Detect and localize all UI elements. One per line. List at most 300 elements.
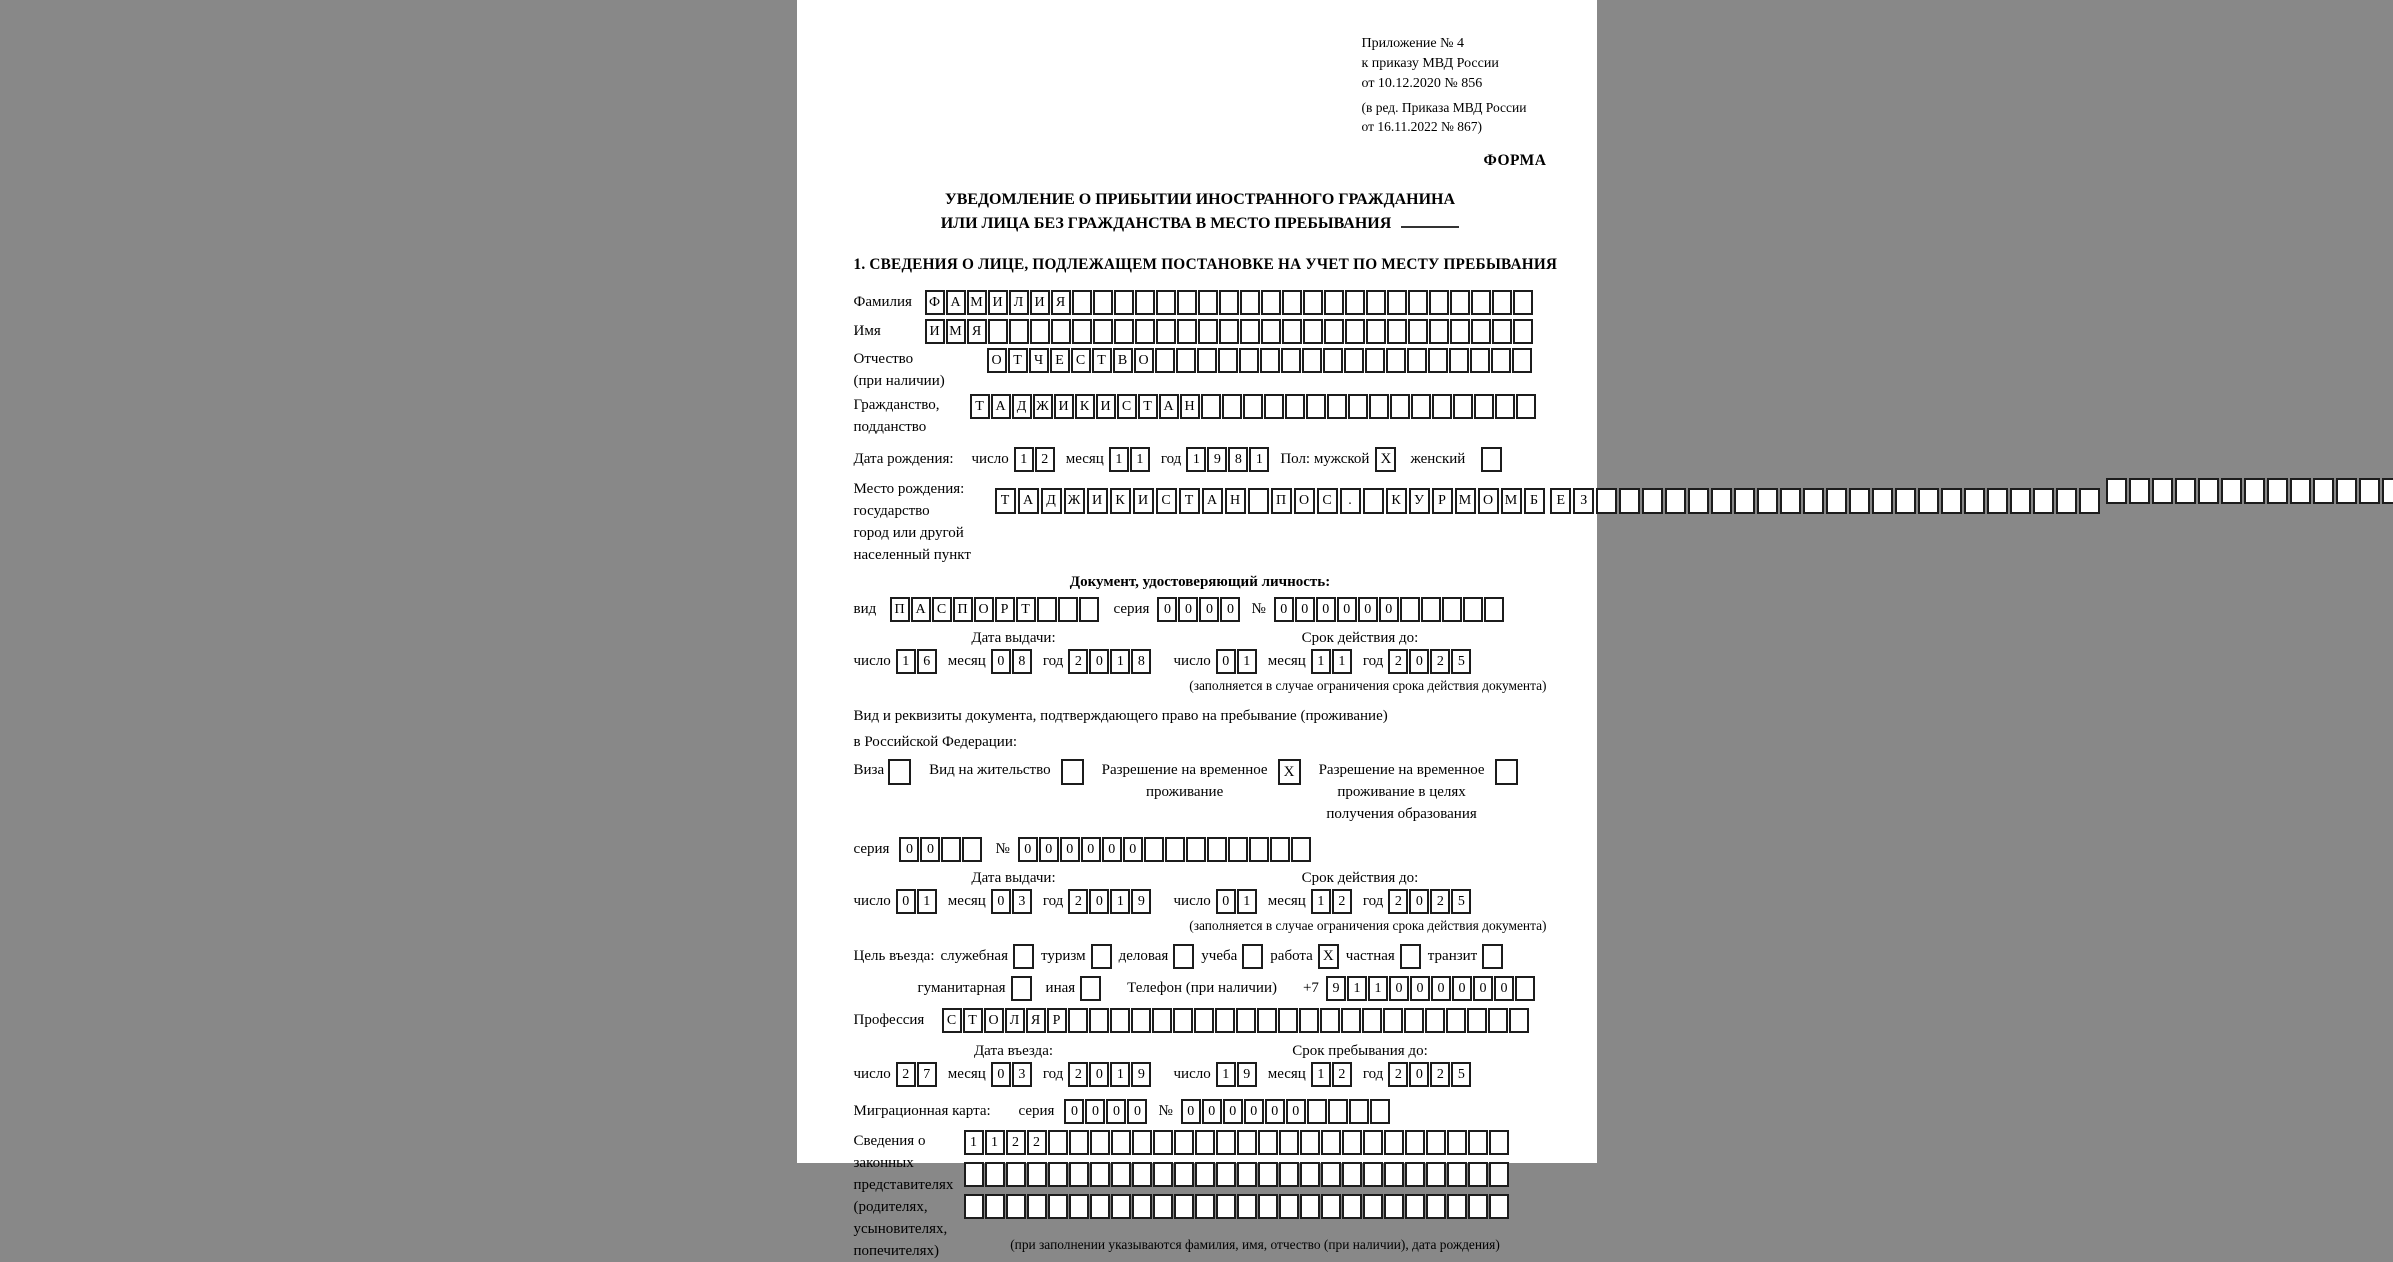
char-box[interactable]: 0 [1473,976,1493,1001]
char-box[interactable] [1342,1194,1362,1219]
char-box[interactable] [1300,1194,1320,1219]
char-box[interactable] [1258,1130,1278,1155]
purpose-study-checkbox[interactable] [1242,944,1263,969]
char-box[interactable] [941,837,961,862]
char-box[interactable]: С [1071,348,1091,373]
char-box[interactable] [1425,1008,1445,1033]
char-box[interactable] [1072,290,1092,315]
char-box[interactable] [1279,1162,1299,1187]
char-box[interactable] [1344,348,1364,373]
char-box[interactable] [1281,348,1301,373]
char-box[interactable]: 5 [1451,889,1471,914]
char-box[interactable] [1219,290,1239,315]
char-box[interactable]: М [1455,488,1476,514]
char-box[interactable] [1513,290,1533,315]
char-box[interactable]: 0 [1379,597,1399,622]
temp-residence-education-checkbox[interactable] [1495,759,1518,785]
char-box[interactable] [1370,1099,1390,1124]
char-box[interactable]: П [1271,488,1292,514]
char-box[interactable] [1027,1194,1047,1219]
char-box[interactable]: 9 [1326,976,1346,1001]
char-box[interactable] [1484,597,1504,622]
char-box[interactable]: 0 [1452,976,1472,1001]
char-box[interactable] [1090,1194,1110,1219]
char-box[interactable] [1051,319,1071,344]
char-box[interactable]: Ж [1033,394,1053,419]
char-box[interactable]: Ж [1064,488,1085,514]
char-box[interactable]: 1 [1014,447,1034,472]
char-box[interactable]: 1 [1368,976,1388,1001]
char-box[interactable]: 1 [896,649,916,674]
char-box[interactable]: А [1018,488,1039,514]
char-box[interactable] [2336,478,2357,504]
char-box[interactable]: 0 [1157,597,1177,622]
char-box[interactable] [1174,1194,1194,1219]
char-box[interactable] [1132,1130,1152,1155]
char-box[interactable]: 0 [1102,837,1122,862]
char-box[interactable]: 8 [1131,649,1151,674]
char-box[interactable]: Т [1138,394,1158,419]
char-box[interactable] [1734,488,1755,514]
char-box[interactable] [1240,319,1260,344]
char-box[interactable]: Т [1016,597,1036,622]
visa-checkbox[interactable] [888,759,911,785]
char-box[interactable]: 0 [1389,976,1409,1001]
char-box[interactable]: О [974,597,994,622]
purpose-tourism-checkbox[interactable] [1091,944,1112,969]
char-box[interactable] [1037,597,1057,622]
char-box[interactable] [1711,488,1732,514]
char-box[interactable] [1390,394,1410,419]
char-box[interactable] [1153,1194,1173,1219]
char-box[interactable] [1453,394,1473,419]
char-box[interactable] [1306,394,1326,419]
char-box[interactable] [1366,319,1386,344]
char-box[interactable]: 0 [1202,1099,1222,1124]
char-box[interactable]: И [1087,488,1108,514]
char-box[interactable] [1449,348,1469,373]
char-box[interactable] [1260,348,1280,373]
purpose-business-checkbox[interactable] [1173,944,1194,969]
char-box[interactable]: Т [1092,348,1112,373]
char-box[interactable] [1153,1130,1173,1155]
char-box[interactable]: И [1030,290,1050,315]
char-box[interactable] [1216,1162,1236,1187]
char-box[interactable] [1135,290,1155,315]
char-box[interactable] [1058,597,1078,622]
char-box[interactable] [1327,394,1347,419]
char-box[interactable]: И [925,319,945,344]
char-box[interactable] [1404,1008,1424,1033]
char-box[interactable]: 0 [1337,597,1357,622]
char-box[interactable]: 3 [1012,1062,1032,1087]
char-box[interactable] [1405,1130,1425,1155]
char-box[interactable]: А [1159,394,1179,419]
char-box[interactable] [1362,1008,1382,1033]
char-box[interactable] [2290,478,2311,504]
purpose-work-checkbox[interactable]: X [1318,944,1339,969]
char-box[interactable] [985,1194,1005,1219]
char-box[interactable]: 0 [1265,1099,1285,1124]
char-box[interactable]: 0 [1089,889,1109,914]
char-box[interactable] [1324,319,1344,344]
char-box[interactable]: 0 [1409,889,1429,914]
char-box[interactable] [1363,1194,1383,1219]
char-box[interactable]: 2 [1430,649,1450,674]
char-box[interactable] [1152,1008,1172,1033]
purpose-humanitarian-checkbox[interactable] [1011,976,1032,1001]
char-box[interactable]: 0 [1216,649,1236,674]
char-box[interactable]: Р [1047,1008,1067,1033]
char-box[interactable]: 0 [1106,1099,1126,1124]
char-box[interactable] [1239,348,1259,373]
char-box[interactable] [1153,1162,1173,1187]
char-box[interactable]: 9 [1207,447,1227,472]
char-box[interactable] [1513,319,1533,344]
char-box[interactable] [1405,1194,1425,1219]
char-box[interactable] [1408,290,1428,315]
char-box[interactable] [1300,1162,1320,1187]
char-box[interactable]: Т [1008,348,1028,373]
char-box[interactable]: С [1317,488,1338,514]
char-box[interactable] [1516,394,1536,419]
char-box[interactable] [1321,1162,1341,1187]
char-box[interactable] [1114,290,1134,315]
char-box[interactable] [1619,488,1640,514]
char-box[interactable] [1027,1162,1047,1187]
char-box[interactable]: 0 [1178,597,1198,622]
char-box[interactable]: 0 [1123,837,1143,862]
char-box[interactable] [2382,478,2393,504]
char-box[interactable] [1509,1008,1529,1033]
char-box[interactable]: 9 [1131,889,1151,914]
char-box[interactable]: Р [995,597,1015,622]
char-box[interactable] [1257,1008,1277,1033]
char-box[interactable] [1468,1162,1488,1187]
char-box[interactable] [1291,837,1311,862]
char-box[interactable] [1237,1194,1257,1219]
char-box[interactable] [1079,597,1099,622]
char-box[interactable] [1489,1130,1509,1155]
char-box[interactable] [1450,290,1470,315]
char-box[interactable]: Л [1009,290,1029,315]
char-box[interactable] [1111,1162,1131,1187]
char-box[interactable]: 7 [917,1062,937,1087]
char-box[interactable] [1426,1162,1446,1187]
char-box[interactable] [1090,1162,1110,1187]
char-box[interactable]: А [1202,488,1223,514]
char-box[interactable] [1240,290,1260,315]
char-box[interactable] [1302,348,1322,373]
char-box[interactable]: 0 [1220,597,1240,622]
char-box[interactable] [1132,1194,1152,1219]
char-box[interactable] [1363,488,1384,514]
char-box[interactable] [1321,1130,1341,1155]
char-box[interactable] [2221,478,2242,504]
char-box[interactable] [1341,1008,1361,1033]
char-box[interactable] [2313,478,2334,504]
char-box[interactable] [1780,488,1801,514]
char-box[interactable]: 2 [1430,1062,1450,1087]
char-box[interactable]: 0 [1018,837,1038,862]
char-box[interactable] [1408,319,1428,344]
purpose-transit-checkbox[interactable] [1482,944,1503,969]
char-box[interactable] [1144,837,1164,862]
char-box[interactable] [1383,1008,1403,1033]
char-box[interactable]: 0 [1295,597,1315,622]
char-box[interactable] [1964,488,1985,514]
char-box[interactable]: О [1134,348,1154,373]
char-box[interactable] [1278,1008,1298,1033]
char-box[interactable]: М [1501,488,1522,514]
char-box[interactable] [1321,1194,1341,1219]
char-box[interactable] [1320,1008,1340,1033]
char-box[interactable] [1446,1008,1466,1033]
char-box[interactable]: 5 [1451,649,1471,674]
char-box[interactable] [1328,1099,1348,1124]
char-box[interactable] [1219,319,1239,344]
char-box[interactable] [1195,1130,1215,1155]
char-box[interactable] [1198,290,1218,315]
char-box[interactable]: 1 [1347,976,1367,1001]
char-box[interactable]: Ч [1029,348,1049,373]
char-box[interactable] [1515,976,1535,1001]
char-box[interactable] [1987,488,2008,514]
char-box[interactable] [1132,1162,1152,1187]
char-box[interactable]: 0 [1216,889,1236,914]
char-box[interactable]: 6 [917,649,937,674]
char-box[interactable] [1471,290,1491,315]
char-box[interactable] [2010,488,2031,514]
char-box[interactable] [1342,1130,1362,1155]
char-box[interactable]: 2 [1068,889,1088,914]
temp-residence-checkbox[interactable]: X [1278,759,1301,785]
char-box[interactable]: 2 [1027,1130,1047,1155]
char-box[interactable] [1941,488,1962,514]
char-box[interactable]: 9 [1131,1062,1151,1087]
char-box[interactable] [1216,1130,1236,1155]
char-box[interactable] [1069,1194,1089,1219]
char-box[interactable] [1426,1130,1446,1155]
char-box[interactable]: Т [995,488,1016,514]
char-box[interactable] [1090,1130,1110,1155]
char-box[interactable]: 0 [1358,597,1378,622]
char-box[interactable] [1489,1162,1509,1187]
char-box[interactable] [1463,597,1483,622]
char-box[interactable] [1186,837,1206,862]
char-box[interactable]: И [988,290,1008,315]
char-box[interactable] [1387,319,1407,344]
char-box[interactable] [1384,1194,1404,1219]
char-box[interactable]: 2 [1388,1062,1408,1087]
char-box[interactable]: 1 [1237,649,1257,674]
char-box[interactable] [1323,348,1343,373]
char-box[interactable]: 2 [896,1062,916,1087]
char-box[interactable] [1384,1130,1404,1155]
char-box[interactable]: У [1409,488,1430,514]
char-box[interactable] [1307,1099,1327,1124]
char-box[interactable] [2033,488,2054,514]
char-box[interactable]: С [1156,488,1177,514]
char-box[interactable]: О [1478,488,1499,514]
char-box[interactable]: 1 [1109,447,1129,472]
char-box[interactable] [1303,290,1323,315]
char-box[interactable]: 0 [1081,837,1101,862]
char-box[interactable] [1512,348,1532,373]
char-box[interactable] [1237,1162,1257,1187]
char-box[interactable] [1279,1194,1299,1219]
char-box[interactable] [1237,1130,1257,1155]
char-box[interactable] [1826,488,1847,514]
char-box[interactable] [1156,290,1176,315]
char-box[interactable]: 0 [1060,837,1080,862]
char-box[interactable] [1228,837,1248,862]
char-box[interactable] [1131,1008,1151,1033]
char-box[interactable]: 0 [896,889,916,914]
char-box[interactable]: 2 [1332,889,1352,914]
char-box[interactable]: П [953,597,973,622]
char-box[interactable] [1471,319,1491,344]
char-box[interactable] [1757,488,1778,514]
char-box[interactable]: З [1573,488,1594,514]
char-box[interactable]: 8 [1228,447,1248,472]
char-box[interactable]: Л [1005,1008,1025,1033]
char-box[interactable]: 2 [1006,1130,1026,1155]
char-box[interactable] [2152,478,2173,504]
char-box[interactable] [1467,1008,1487,1033]
char-box[interactable] [1386,348,1406,373]
char-box[interactable] [1261,319,1281,344]
char-box[interactable] [1282,290,1302,315]
char-box[interactable] [1197,348,1217,373]
char-box[interactable] [1155,348,1175,373]
char-box[interactable]: 3 [1012,889,1032,914]
char-box[interactable] [1093,290,1113,315]
sex-female-checkbox[interactable] [1481,447,1502,472]
char-box[interactable]: 0 [1127,1099,1147,1124]
char-box[interactable]: Е [1550,488,1571,514]
char-box[interactable]: 0 [1199,597,1219,622]
char-box[interactable]: 0 [920,837,940,862]
char-box[interactable]: М [946,319,966,344]
char-box[interactable] [1195,1194,1215,1219]
char-box[interactable]: 1 [917,889,937,914]
char-box[interactable] [1492,319,1512,344]
char-box[interactable] [2175,478,2196,504]
char-box[interactable] [1069,1130,1089,1155]
char-box[interactable]: 1 [1311,649,1331,674]
char-box[interactable]: Д [1041,488,1062,514]
char-box[interactable]: 1 [1237,889,1257,914]
char-box[interactable] [1363,1130,1383,1155]
char-box[interactable]: 2 [1430,889,1450,914]
char-box[interactable] [2198,478,2219,504]
char-box[interactable] [1243,394,1263,419]
char-box[interactable] [1207,837,1227,862]
char-box[interactable] [1447,1194,1467,1219]
char-box[interactable]: 1 [1249,447,1269,472]
char-box[interactable] [1468,1194,1488,1219]
char-box[interactable] [1282,319,1302,344]
char-box[interactable]: М [967,290,987,315]
char-box[interactable]: 1 [1216,1062,1236,1087]
char-box[interactable] [1342,1162,1362,1187]
char-box[interactable]: 1 [1110,649,1130,674]
char-box[interactable]: К [1386,488,1407,514]
char-box[interactable] [1048,1162,1068,1187]
char-box[interactable]: 0 [1064,1099,1084,1124]
char-box[interactable]: 0 [1223,1099,1243,1124]
char-box[interactable] [964,1162,984,1187]
char-box[interactable] [962,837,982,862]
sex-male-checkbox[interactable]: X [1375,447,1396,472]
char-box[interactable]: 1 [985,1130,1005,1155]
char-box[interactable] [1447,1130,1467,1155]
char-box[interactable]: И [1054,394,1074,419]
char-box[interactable]: 1 [1311,1062,1331,1087]
char-box[interactable]: А [911,597,931,622]
char-box[interactable]: К [1075,394,1095,419]
char-box[interactable] [2359,478,2380,504]
char-box[interactable]: 1 [964,1130,984,1155]
char-box[interactable] [1384,1162,1404,1187]
char-box[interactable]: 0 [1409,649,1429,674]
char-box[interactable] [1803,488,1824,514]
char-box[interactable]: 2 [1068,649,1088,674]
char-box[interactable] [2079,488,2100,514]
char-box[interactable]: 0 [1085,1099,1105,1124]
char-box[interactable] [1009,319,1029,344]
char-box[interactable] [1491,348,1511,373]
char-box[interactable] [1348,394,1368,419]
char-box[interactable]: 0 [1244,1099,1264,1124]
char-box[interactable] [1488,1008,1508,1033]
char-box[interactable] [1492,290,1512,315]
char-box[interactable] [1299,1008,1319,1033]
char-box[interactable] [1300,1130,1320,1155]
char-box[interactable] [1216,1194,1236,1219]
char-box[interactable] [1194,1008,1214,1033]
char-box[interactable] [1324,290,1344,315]
char-box[interactable]: 2 [1388,649,1408,674]
char-box[interactable] [1270,837,1290,862]
char-box[interactable]: 8 [1012,649,1032,674]
char-box[interactable] [1264,394,1284,419]
char-box[interactable]: А [991,394,1011,419]
char-box[interactable] [1173,1008,1193,1033]
char-box[interactable] [2129,478,2150,504]
char-box[interactable] [1349,1099,1369,1124]
char-box[interactable]: 1 [1332,649,1352,674]
char-box[interactable]: 0 [1286,1099,1306,1124]
char-box[interactable] [1450,319,1470,344]
char-box[interactable] [1421,597,1441,622]
char-box[interactable] [1195,1162,1215,1187]
char-box[interactable] [1387,290,1407,315]
char-box[interactable]: Т [963,1008,983,1033]
char-box[interactable] [1411,394,1431,419]
char-box[interactable]: Б [1524,488,1545,514]
char-box[interactable]: 0 [1181,1099,1201,1124]
char-box[interactable] [1432,394,1452,419]
char-box[interactable] [1176,348,1196,373]
char-box[interactable]: 0 [1274,597,1294,622]
char-box[interactable] [1665,488,1686,514]
char-box[interactable] [1345,290,1365,315]
char-box[interactable]: Д [1012,394,1032,419]
char-box[interactable] [1474,394,1494,419]
char-box[interactable] [1285,394,1305,419]
